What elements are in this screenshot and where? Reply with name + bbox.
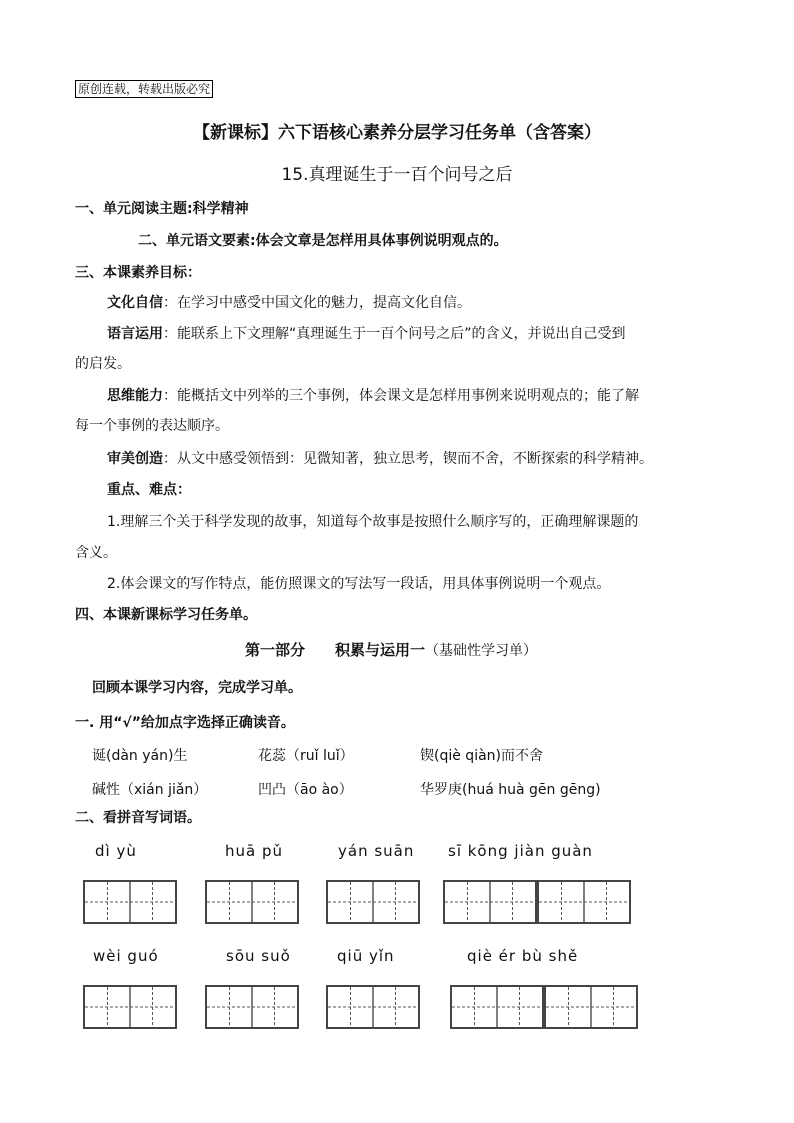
goal-aesthetic-label: 审美创造	[107, 451, 163, 467]
section-goals-heading: 三、本课素养目标：	[75, 265, 201, 281]
writing-grid-2char[interactable]	[326, 985, 420, 1029]
goal-thinking-cont: 每一个事例的表达顺序。	[75, 418, 229, 434]
grid-guides	[452, 987, 542, 1027]
goal-culture-text: ：在学习中感受中国文化的魅力，提高文化自信。	[163, 295, 471, 311]
goal-culture-label: 文化自信	[107, 295, 163, 311]
goal-language-label: 语言运用	[107, 326, 163, 342]
grid-guides	[207, 987, 297, 1027]
key-point-1: 1.理解三个关于科学发现的故事，知道每个故事是按照什么顺序写的，正确理解课题的	[107, 514, 639, 530]
writing-grid-2char[interactable]	[443, 880, 537, 924]
key-points-heading: 重点、难点：	[107, 482, 191, 498]
goal-language-text: ：能联系上下文理解“真理诞生于一百个问号之后”的含义，并说出自己受到	[163, 326, 626, 342]
part-heading	[245, 639, 537, 660]
reading-option: 华罗庚(huá huà gēn gēng)	[420, 782, 601, 798]
goal-language	[107, 323, 626, 343]
writing-grid-2char[interactable]	[83, 880, 177, 924]
grid-guides	[328, 987, 418, 1027]
writing-grid-2char[interactable]	[205, 985, 299, 1029]
page-title: 【新课标】六下语核心素养分层学习任务单（含答案）	[193, 123, 601, 143]
grid-guides	[85, 987, 175, 1027]
goal-thinking	[107, 385, 639, 405]
reading-option: 凹凸（āo ào）	[258, 782, 353, 798]
copyright-stamp: 原创连载，转载出版必究	[75, 80, 213, 98]
grid-guides	[328, 882, 418, 922]
part-label: 第一部分	[245, 641, 306, 659]
pinyin-label: sōu suǒ	[226, 947, 291, 965]
grid-guides	[207, 882, 297, 922]
review-instruction: 回顾本课学习内容，完成学习单。	[92, 680, 302, 696]
goal-culture	[107, 292, 471, 312]
writing-grid-2char[interactable]	[450, 985, 544, 1029]
pinyin-label: yán suān	[338, 842, 415, 860]
writing-grid-2char[interactable]	[205, 880, 299, 924]
pinyin-label: qiū yǐn	[337, 947, 395, 965]
goal-language-cont: 的启发。	[75, 356, 131, 372]
question-1: 一. 用“√”给加点字选择正确读音。	[75, 715, 295, 731]
writing-grid-2char[interactable]	[83, 985, 177, 1029]
pinyin-label: sī kōng jiàn guàn	[448, 842, 593, 860]
section-language-element: 二、单元语文要素:体会文章是怎样用具体事例说明观点的。	[138, 233, 508, 249]
goal-thinking-text: ：能概括文中列举的三个事例，体会课文是怎样用事例来说明观点的；能了解	[163, 388, 639, 404]
goal-aesthetic	[107, 448, 653, 468]
reading-option: 锲(qiè qiàn)而不舍	[420, 748, 543, 764]
reading-option: 花蕊（ruǐ luǐ）	[258, 748, 354, 764]
pinyin-label: dì yù	[95, 842, 137, 860]
grid-guides	[546, 987, 636, 1027]
question-2: 二、看拼音写词语。	[75, 810, 201, 826]
pinyin-label: huā pǔ	[225, 842, 284, 860]
part-note: （基础性学习单）	[425, 643, 538, 659]
reading-option: 诞(dàn yán)生	[92, 748, 188, 764]
goal-aesthetic-text: ：从文中感受领悟到：见微知著，独立思考，锲而不舍，不断探索的科学精神。	[163, 451, 653, 467]
writing-grid-2char[interactable]	[326, 880, 420, 924]
grid-guides	[85, 882, 175, 922]
section-reading-theme: 一、单元阅读主题:科学精神	[75, 201, 249, 217]
writing-grid-2char[interactable]	[537, 880, 631, 924]
grid-guides	[539, 882, 629, 922]
key-point-1-cont: 含义。	[75, 545, 117, 561]
pinyin-label: wèi guó	[93, 947, 159, 965]
pinyin-label: qiè ér bù shě	[467, 947, 579, 965]
section-task-sheet: 四、本课新课标学习任务单。	[75, 607, 257, 623]
grid-guides	[445, 882, 535, 922]
part-name: 积累与运用一	[335, 641, 426, 659]
goal-thinking-label: 思维能力	[107, 388, 163, 404]
lesson-title: 15.真理诞生于一百个问号之后	[281, 165, 513, 185]
writing-grid-2char[interactable]	[544, 985, 638, 1029]
reading-option: 碱性（xián jiǎn）	[92, 782, 208, 798]
key-point-2: 2.体会课文的写作特点，能仿照课文的写法写一段话，用具体事例说明一个观点。	[107, 576, 611, 592]
